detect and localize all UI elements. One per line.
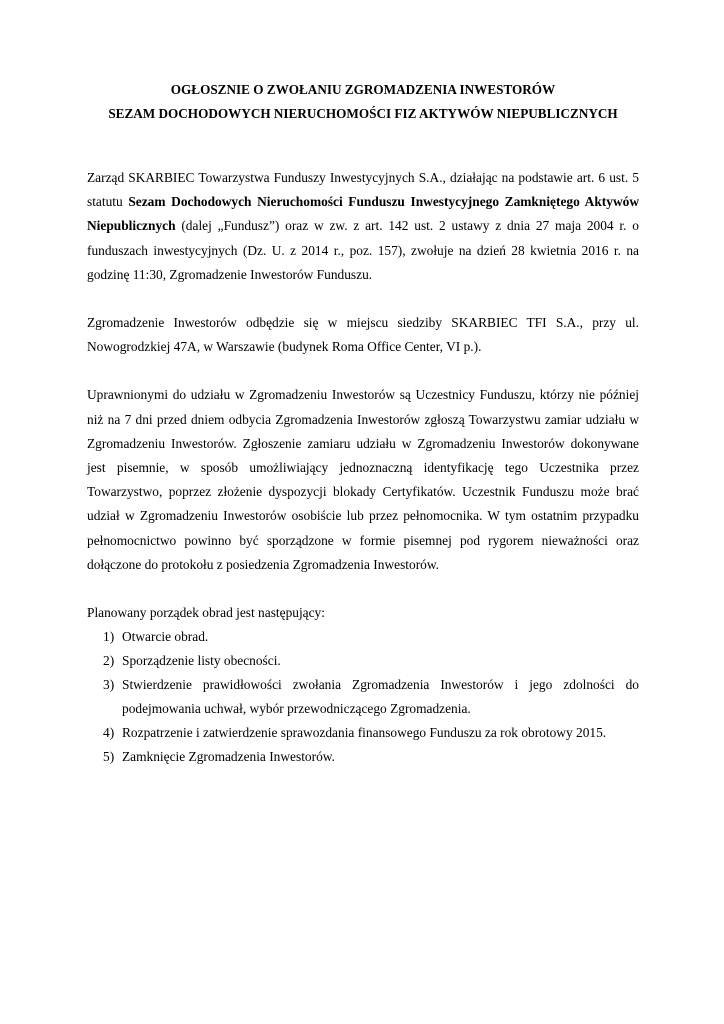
agenda-item-number: 2) [103, 653, 115, 669]
agenda-item [87, 673, 639, 721]
agenda-intro: Planowany porządek obrad jest następujący: [87, 605, 325, 621]
convocation-text-before: Zarząd SKARBIEC Towarzystwa Funduszy Inwestycyjnych S.A., działając na podstawie art. 6 ust. 5 statutu [87, 170, 639, 210]
agenda-list [87, 625, 639, 769]
document-page [87, 78, 639, 769]
title-line-2: SEZAM DOCHODOWYCH NIERUCHOMOŚCI FIZ AKTYWÓW NIEPUBLICZNYCH [108, 106, 618, 121]
paragraph-eligibility: Uprawnionymi do udziału w Zgromadzeniu Inwestorów są Uczestnicy Funduszu, którzy nie później niż na 7 dni przed dniem odbycia Zgromadzenia Inwestorów zgłoszą Towarzystwu zamiar udziału w Zgromadzeniu Inwestorów. Zgłoszenie zamiaru udziału w Zgromadzeniu Inwestorów dokonywane jest pisemnie, w sposób umożliwiający jednoznaczną identyfikację tego Uczestnika przez Towarzystwo, poprzez złożenie dyspozycji blokady Certyfikatów. Uczestnik Funduszu może brać udział w Zgromadzeniu Inwestorów osobiście lub przez pełnomocnika. W tym ostatnim przypadku pełnomocnictwo powinno być sporządzone w formie pisemnej pod rygorem nieważności oraz dołączone do protokołu z posiedzenia Zgromadzenia Inwestorów. [87, 387, 639, 572]
agenda-item-text: Stwierdzenie prawidłowości zwołania Zgromadzenia Inwestorów i jego zdolności do podejmowania uchwał, wybór przewodniczącego Zgromadzenia. [122, 677, 639, 717]
paragraph-convocation [87, 166, 639, 287]
paragraph-location: Zgromadzenie Inwestorów odbędzie się w miejscu siedziby SKARBIEC TFI S.A., przy ul. Nowogrodzkiej 47A, w Warszawie (budynek Roma Office Center, VI p.). [87, 315, 639, 355]
agenda-item-text: Zamknięcie Zgromadzenia Inwestorów. [122, 749, 335, 765]
agenda-item [87, 625, 639, 649]
agenda-item-number: 1) [103, 629, 115, 645]
fund-name: Sezam Dochodowych Nieruchomości Funduszu Inwestycyjnego Zamkniętego Aktywów Niepublicznych [87, 194, 639, 234]
agenda-item [87, 745, 639, 769]
agenda-item-text: Sporządzenie listy obecności. [122, 653, 281, 669]
agenda-item [87, 721, 639, 745]
agenda-item-text: Otwarcie obrad. [122, 629, 209, 645]
agenda-item [87, 649, 639, 673]
agenda-item-number: 5) [103, 749, 115, 765]
agenda-item-number: 4) [103, 725, 115, 741]
title-line-1: OGŁOSZNIE O ZWOŁANIU ZGROMADZENIA INWESTORÓW [170, 82, 556, 97]
convocation-text-after: (dalej „Fundusz”) oraz w zw. z art. 142 ust. 2 ustawy z dnia 27 maja 2004 r. o funduszach inwestycyjnych (Dz. U. z 2014 r., poz. 157), zwołuje na dzień 28 kwietnia 2016 r. na godzinę 11:30, Zgromadzenie Inwestorów Funduszu. [87, 218, 639, 282]
agenda-item-number: 3) [103, 677, 115, 693]
agenda-item-text: Rozpatrzenie i zatwierdzenie sprawozdania finansowego Funduszu za rok obrotowy 2015. [122, 725, 607, 741]
